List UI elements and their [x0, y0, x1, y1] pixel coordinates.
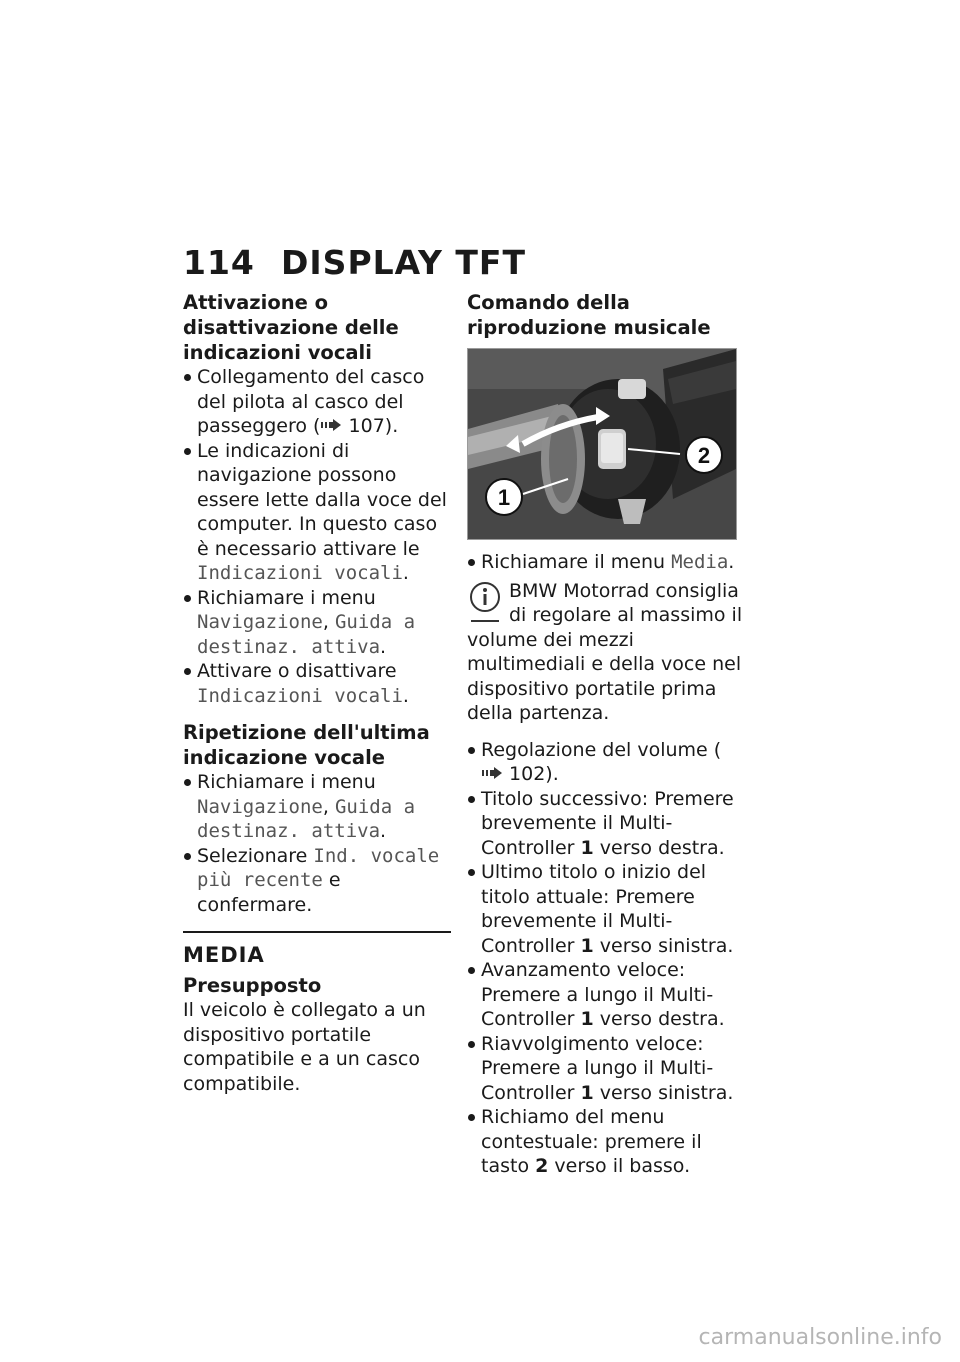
heading-voice-guidance: Attivazione o disattivazione delle indicazioni vocali: [183, 291, 399, 364]
list-item: Titolo successivo: Premere brevemente il Multi-Controller 1 verso destra.: [467, 787, 743, 861]
callout-ref: 1: [580, 934, 594, 957]
list-item: Richiamare i menu Navigazione, Guida a destinaz. attiva.: [183, 770, 451, 844]
prerequisite-text: Il veicolo è collegato a un dispositivo portatile compatibile e a un casco compatibile.: [183, 999, 426, 1095]
heading-music-control: Comando della riproduzione musicale: [467, 291, 711, 339]
section-divider: [183, 931, 451, 933]
list-item: Richiamo del menu contestuale: premere il tasto 2 verso il basso.: [467, 1105, 743, 1179]
list-item: Riavvolgimento veloce: Premere a lungo il Multi-Controller 1 verso sinistra.: [467, 1032, 743, 1106]
menu-item-code: Indicazioni vocali: [197, 684, 403, 707]
page-reference[interactable]: 107).: [348, 415, 399, 437]
menu-item-code: Guida a destinaz. attiva: [197, 611, 416, 658]
arrow-right-icon: [481, 767, 503, 779]
page-reference[interactable]: 102).: [509, 763, 559, 785]
menu-item-code: Navigazione: [197, 795, 323, 818]
watermark: carmanualsonline.info: [698, 1325, 942, 1350]
menu-item-code: Guida a destinaz. attiva: [197, 795, 416, 842]
callout-ref: 2: [535, 1155, 549, 1177]
note-text-continued: volume dei mezzi multimediali e della voce nel dispositivo portatile prima della partenza.: [467, 628, 742, 724]
heading-prerequisite: Presupposto: [183, 974, 322, 997]
list-item: Richiamare i menu Navigazione, Guida a destinaz. attiva.: [183, 586, 451, 660]
heading-repeat-voice: Ripetizione dell'ultima indicazione vocale: [183, 721, 430, 769]
media-menu-list: [467, 550, 743, 575]
list-item: Avanzamento veloce: Premere a lungo il Multi-Controller 1 verso destra.: [467, 958, 743, 1032]
callout-ref: 1: [580, 836, 594, 859]
callout-2: 2: [697, 443, 711, 468]
left-column: [183, 290, 451, 1096]
list-item: Richiamare il menu Media.: [467, 550, 743, 575]
callout-1: 1: [497, 485, 511, 510]
repeat-voice-list: [183, 770, 451, 917]
playback-controls-list: [467, 738, 743, 1179]
note-text: BMW Motorrad consiglia di regolare al massimo il: [509, 579, 743, 626]
menu-item-code: Indicazioni vocali: [197, 562, 403, 584]
list-item: Ultimo titolo o inizio del titolo attuale: Premere brevemente il Multi-Controller 1 verso sinistra.: [467, 860, 743, 958]
info-note: [467, 579, 743, 726]
menu-item-code: Ind. vocale più recente: [197, 844, 440, 891]
list-item: Collegamento del casco del pilota al casco del passeggero ( 107).: [183, 365, 451, 439]
section-title-media: MEDIA: [183, 943, 265, 967]
voice-guidance-list: [183, 365, 451, 708]
right-column: [467, 290, 743, 1179]
list-item: Regolazione del volume ( 102).: [467, 738, 743, 787]
arrow-right-icon: [320, 419, 342, 431]
list-item: Selezionare Ind. vocale più recente e confermare.: [183, 844, 451, 918]
list-item: Attivare o disattivare Indicazioni vocali.: [183, 659, 451, 708]
page-number: 114: [183, 243, 255, 282]
page-header: [183, 243, 526, 282]
menu-item-code: Navigazione: [197, 611, 323, 633]
callout-ref: 1: [580, 1008, 594, 1030]
list-item: Le indicazioni di navigazione possono essere lette dalla voce del computer. In questo caso è necessario attivare le Indicazioni vocali.: [183, 439, 451, 586]
menu-item-code: Media: [671, 551, 729, 573]
callout-ref: 1: [580, 1081, 594, 1104]
info-icon: [467, 581, 503, 623]
handlebar-controls-figure: [467, 348, 737, 540]
chapter-title: DISPLAY TFT: [281, 243, 526, 282]
